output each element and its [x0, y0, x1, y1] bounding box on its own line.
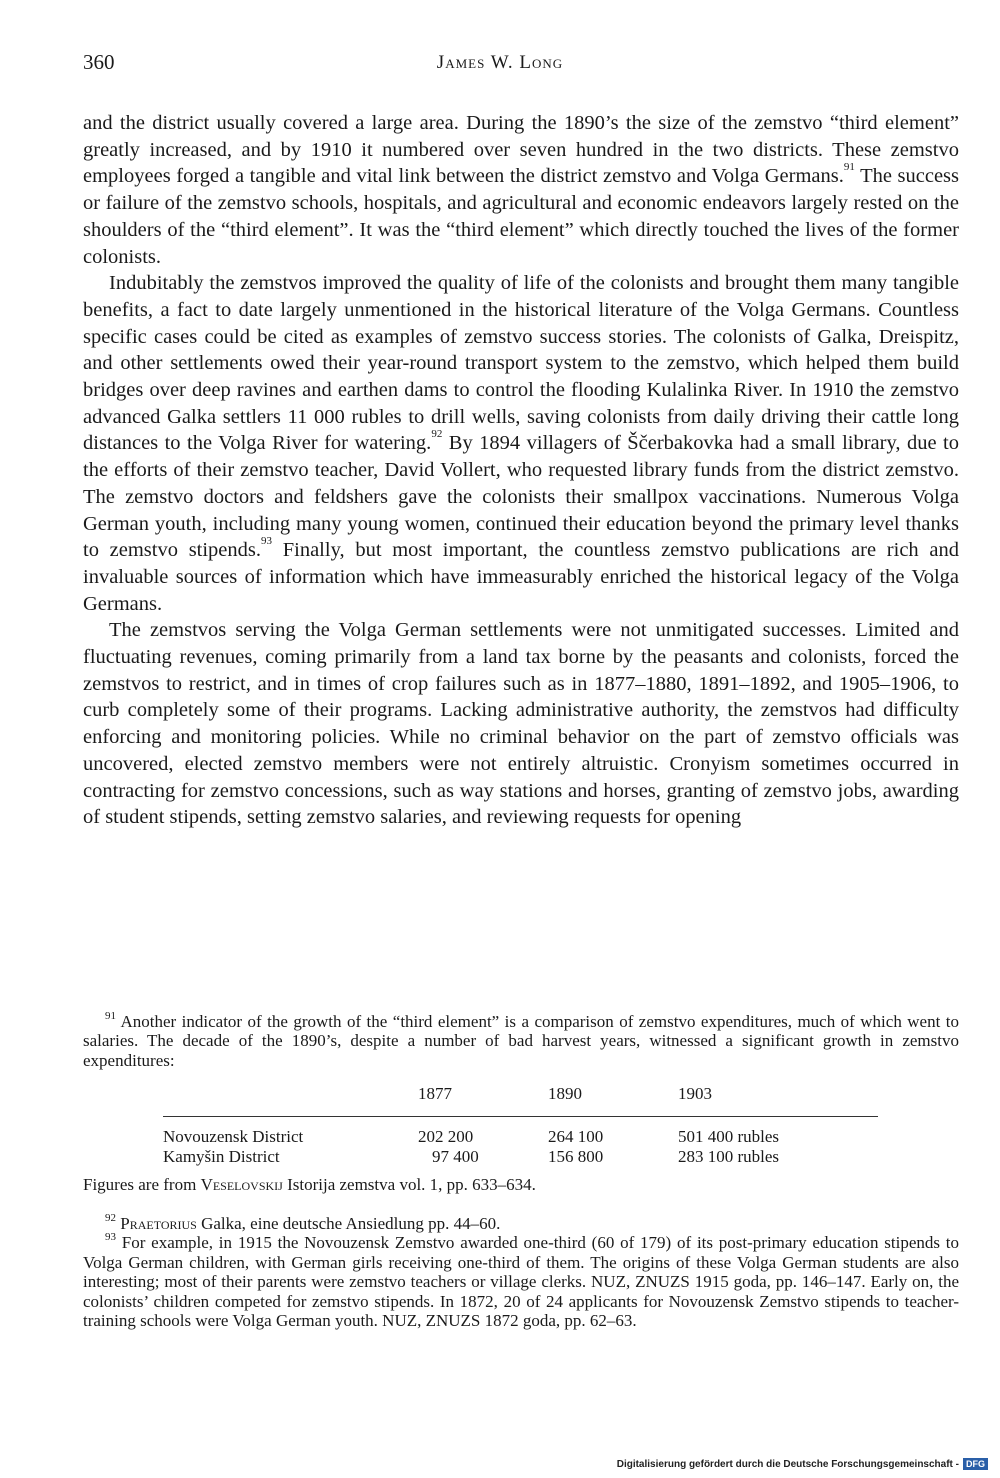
footnote-92: $^{92}$ Praetorius Galka, eine deutsche Ansiedlung pp. 44–60. — [105, 1212, 501, 1234]
table-row — [163, 1116, 878, 1147]
footnote-ref-92[interactable]: 92 — [431, 428, 443, 441]
table-header — [163, 1082, 418, 1116]
footnote-91-source: Figures are from Veselovskij Istorija zemstva vol. 1, pp. 633–634. — [83, 1174, 536, 1194]
footnote-ref-93[interactable]: 93 — [261, 535, 273, 548]
table-cell: 202 200 — [418, 1126, 474, 1146]
table-cell: 97 400 — [432, 1146, 479, 1166]
footnote-93: $^{93}$ For example, in 1915 the Novouzensk Zemstvo awarded one-third (60 of 179) of its post-primary education stipends to Volga German children, with German girls receiving one-third of them. The origins of these Volga German students are also interesting; most of their parents were zemstvo teachers or village clerks. NUZ, ZNUZS 1915 goda, pp. 146–147. Early on, the colonists’ children competed for zemstvo stipends. In 1872, 20 of 24 applicants for Novouzensk Zemstvo stipends to teacher-training schools were Volga German youth. NUZ, ZNUZS 1872 goda, pp. 62–63. — [83, 1231, 959, 1331]
table-header: 1890 — [548, 1082, 678, 1116]
table-header: 1877 — [418, 1082, 548, 1116]
running-head: James W. Long — [436, 52, 564, 73]
footnotes — [83, 1012, 959, 1330]
table-cell: Novouzensk District — [163, 1126, 304, 1146]
table-cell: 501 400 rubles — [678, 1126, 780, 1146]
paragraph-3: The zemstvos serving the Volga German settlements were not unmitigated successes. Limited and fluctuating revenues, coming primarily from a land tax borne by the peasants and colonists, forced the zemstvos to restrict, and in times of crop failures such as in 1877–1880, 1891–1892, and 1905–1906, to curb completely some of their programs. Lacking administrative authority, the zemstvos had difficulty enforcing and monitoring policies. While no criminal behavior on the part of zemstvo officials was uncovered, elected zemstvo members were not entirely altruistic. Cronyism sometimes occurred in contracting for zemstvo concessions, such as way stations and horses, granting of zemstvo jobs, awarding of student stipends, setting zemstvo salaries, and reviewing requests for opening — [83, 619, 959, 829]
footnote-ref-91[interactable]: 91 — [843, 161, 855, 174]
table-row — [163, 1147, 878, 1167]
table-cell: 156 800 — [548, 1146, 604, 1166]
main-text — [83, 110, 959, 831]
dfg-logo-icon: DFG — [963, 1458, 988, 1470]
paragraph-2: Indubitably the zemstvos improved the quality of life of the colonists and brought them many tangible benefits, a fact to date largely unmentioned in the historical literature of the Volga Germans. Countless specific cases could be cited as examples of zemstvo success stories. The colonists of Galka, Dreispitz, and other settlements owed their year-round transport system to the zemstvo, which helped them build bridges over deep ravines and earthen dams to control the flooding Kulalinka River. In 1910 the zemstvo advanced Galka settlers 11 000 rubles to drill wells, saving colonists from daily driving their cattle long distances to the Volga River for watering.$^{92}$ By 1894 villagers of Ščerbakovka had a small library, due to the efforts of their zemstvo teacher, David Vollert, who requested library funds from the district zemstvo. The zemstvo doctors and feldshers gave the colonists their smallpox vaccinations. Numerous Volga German youth, including many young women, continued their education beyond the primary level thanks to zemstvo stipends.$^{93}$ Finally, but most important, the countless zemstvo publications are rich and invaluable sources of information which have immeasurably enriched the historical legacy of the Volga Germans. — [83, 272, 959, 615]
expenditure-table — [163, 1082, 878, 1166]
digitization-credit: Digitalisierung gefördert durch die Deutsche Forschungsgemeinschaft - DFG — [617, 1458, 988, 1470]
page-number: 360 — [83, 50, 115, 74]
footnote-91: $^{91}$ Another indicator of the growth of the “third element” is a comparison of zemstvo expenditures, much of which went to salaries. The decade of the 1890’s, despite a number of bad harvest years, witnessed a significant growth in zemstvo expenditures: — [83, 1010, 959, 1070]
paragraph-1: and the district usually covered a large area. During the 1890’s the size of the zemstvo “third element” greatly increased, and by 1910 it numbered over seven hundred in the two districts. These zemstvo employees forged a tangible and vital link between the district zemstvo and Volga Germans.$^{91}$ The success or failure of the zemstvo schools, hospitals, and agricultural and economic endeavors largely rested on the shoulders of the “third element”. It was the “third element” which directly touched the lives of the former colonists. — [83, 112, 960, 268]
table-cell: 264 100 — [548, 1126, 604, 1146]
table-cell: Kamyšin District — [163, 1146, 280, 1166]
table-header: 1903 — [678, 1082, 878, 1116]
table-cell: 283 100 rubles — [678, 1146, 780, 1166]
